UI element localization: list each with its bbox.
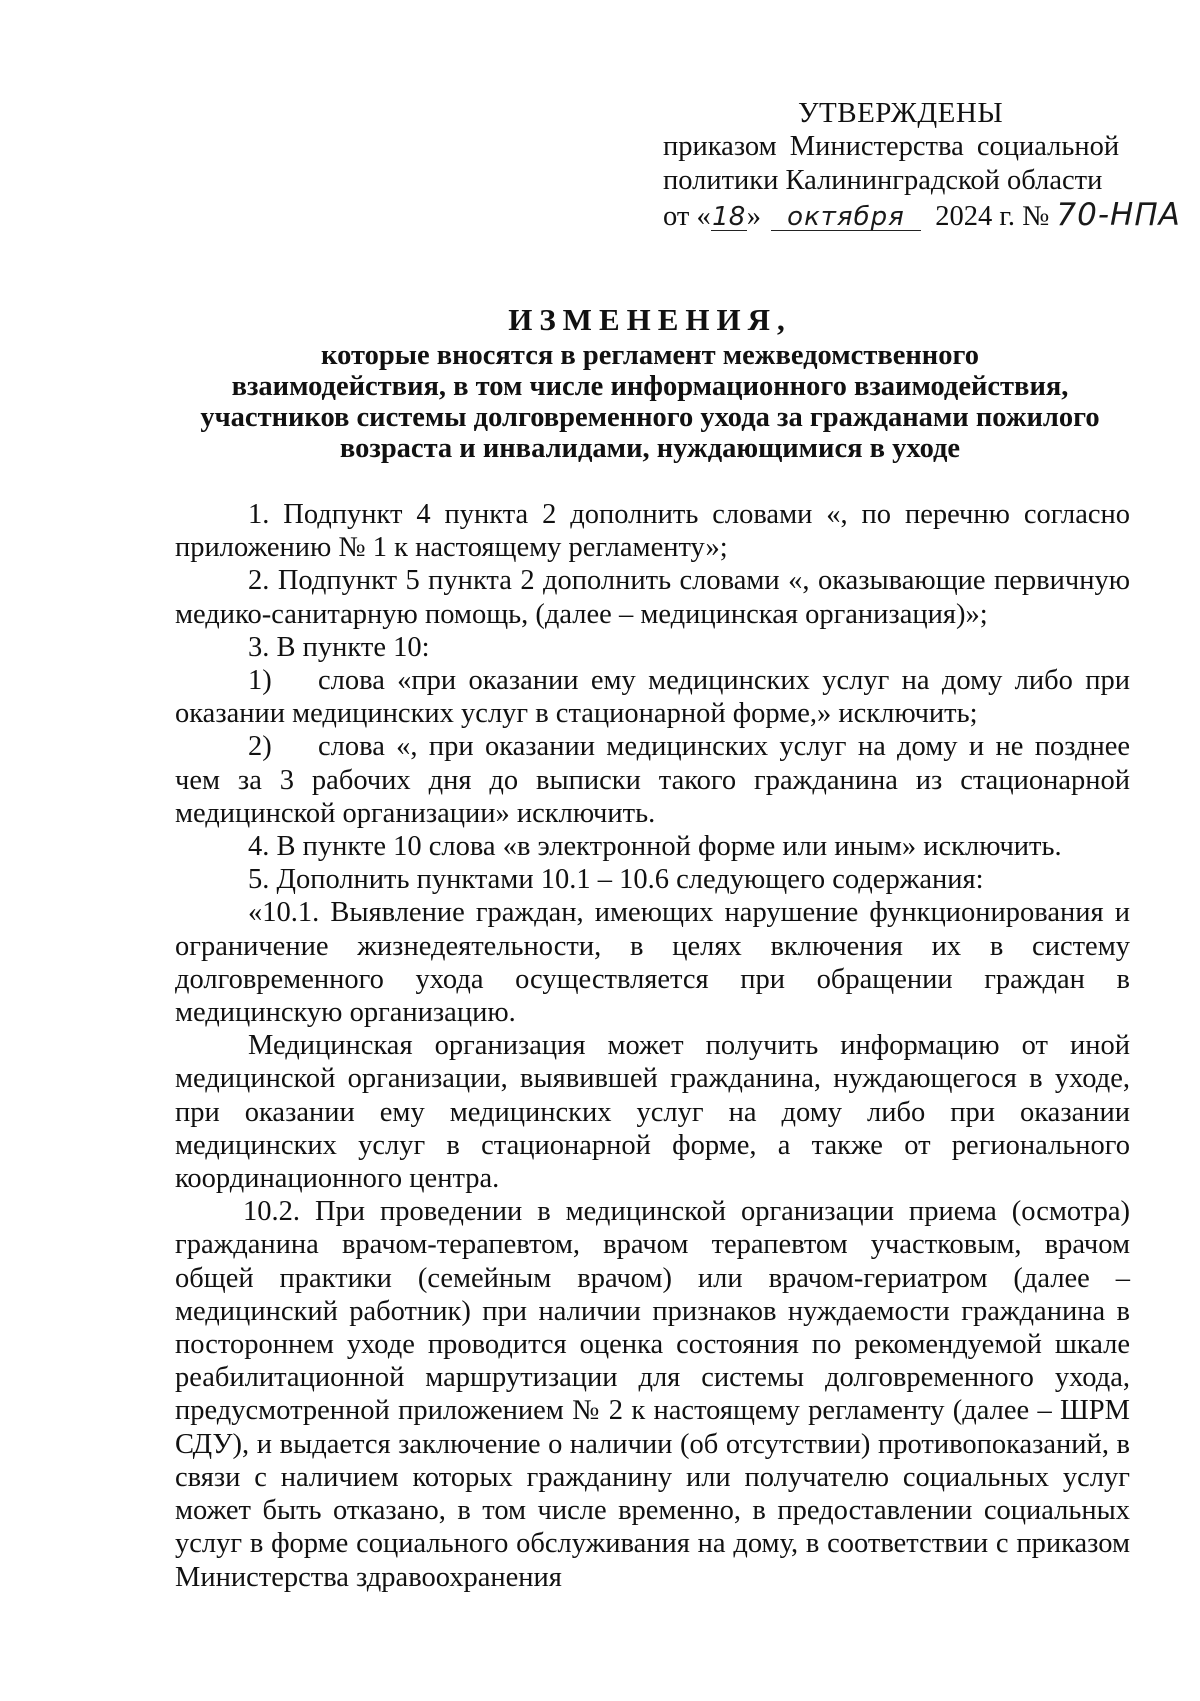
paragraph-10-1-continued: Медицинская организация может получить информацию от иной медицинской организации, выявившей гражданина, нуждающегося в уходе, при оказании ему медицинских услуг на дому либо при оказании медицинских услуг в стационарной форме, а также от регионального координационного центра. [175,1030,1130,1195]
paragraph-10-2: 10.2. При проведении в медицинской организации приема (осмотра) гражданина врачом-терапевтом, врачом терапевтом участковым, врачом общей практики (семейным врачом) или врачом-гериатром (далее – медицинский работник) при наличии признаков нуждаемости гражданина в постороннем уходе проводится оценка состояния по рекомендуемой шкале реабилитационной маршрутизации для системы долговременного ухода, предусмотренной приложением № 2 к настоящему регламенту (далее – ШРМ СДУ), и выдается заключение о наличии (об отсутствии) противопоказаний, в связи с наличием которых гражданину или получателю социальных услуг может быть отказано, в том числе временно, в предоставлении социальных услуг в форме социального обслуживания на дому, в соответствии с приказом Министерства здравоохранения [175,1196,1130,1593]
paragraph-3-item-2 [175,730,1130,830]
date-close: » [746,201,761,232]
paragraph-5: 5. Дополнить пунктами 10.1 – 10.6 следующего содержания: [248,864,984,896]
paragraph-3: 3. В пункте 10: [248,631,430,663]
approval-block [663,96,1183,234]
date-month: октября [771,204,921,231]
paragraph-3-item-1 [175,664,1130,730]
item-text: слова «при оказании ему медицинских услуг на дому либо при оказании медицинских услуг в стационарной форме,» исключить; [175,665,1130,730]
heading-subtitle-line: взаимодействия, в том числе информационного взаимодействия, [231,371,1069,402]
document-body [175,498,1130,1594]
date-year: 2024 г. № [935,201,1050,232]
paragraph-10-1: «10.1. Выявление граждан, имеющих нарушение функционирования и ограничение жизнедеятельности, в целях включения их в систему долговременного ухода осуществляется при обращении граждан в медицинскую организацию. [175,897,1130,1029]
paragraph-1: 1. Подпункт 4 пункта 2 дополнить словами «, по перечню согласно приложению № 1 к настоящему регламенту»; [175,499,1130,564]
heading-subtitle-line: участников системы долговременного ухода за гражданами пожилого [200,402,1100,433]
paragraph-2: 2. Подпункт 5 пункта 2 дополнить словами «, оказывающие первичную медико-санитарную помощь, (далее – медицинская организация)»; [175,565,1130,630]
approval-line-2: политики Калининградской области [663,165,1103,196]
approval-date-line [663,198,1183,234]
order-number: 70-НПА [1056,197,1181,233]
heading-subtitle [170,340,1130,464]
heading-title: ИЗМЕНЕНИЯ, [508,302,792,337]
item-text: слова «, при оказании медицинских услуг на дому и не позднее чем за 3 рабочих дня до выписки такого гражданина из стационарной медицинской организации» исключить. [175,731,1130,829]
approval-title: УТВЕРЖДЕНЫ [798,97,1004,129]
paragraph-4: 4. В пункте 10 слова «в электронной форме или иным» исключить. [248,831,1062,863]
heading-subtitle-line: возраста и инвалидами, нуждающимися в уходе [339,433,961,464]
date-prefix: от « [663,201,711,232]
item-number: 2) [248,731,272,763]
item-number: 1) [248,665,272,697]
heading-subtitle-line: которые вносятся в регламент межведомственного [321,340,979,371]
approval-line-1: приказом Министерства социальной [663,131,1120,162]
date-day: 18 [712,202,746,232]
